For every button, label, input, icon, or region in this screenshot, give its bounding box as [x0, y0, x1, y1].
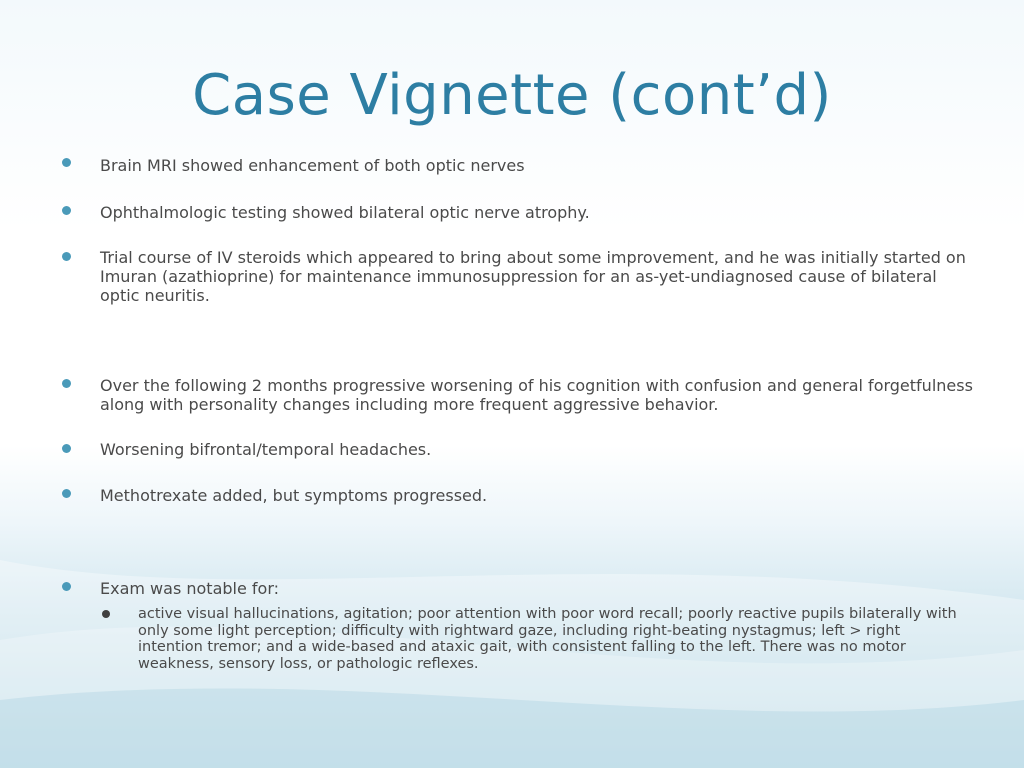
bullet-item: Worsening bifrontal/temporal headaches.	[100, 440, 432, 459]
bullet-icon	[62, 444, 71, 453]
slide-title: Case Vignette (cont’d)	[192, 63, 832, 128]
bullet-icon	[62, 379, 71, 388]
sub-bullet-icon	[102, 610, 110, 618]
bullet-icon	[62, 489, 71, 498]
sub-bullet-item: active visual hallucinations, agitation; poor attention with poor word recall; poorly reactive pupils bilaterally with only some light perception; difficulty with rightward gaze, including right-beating nystagmus; left > right intention tremor; and a wide-based and ataxic gait, with consistent falling to the left. There was no motor weakness, sensory loss, or pathologic reflexes.	[138, 606, 957, 672]
bullet-item: Over the following 2 months progressive worsening of his cognition with confusion and general forgetfulness along with personality changes including more frequent aggressive behavior.	[100, 376, 973, 414]
bullet-item: Trial course of IV steroids which appeared to bring about some improvement, and he was initially started on Imuran (azathioprine) for maintenance immunosuppression for an as-yet-undiagnosed cause of bilateral optic neuritis.	[100, 248, 966, 305]
bullet-item: Methotrexate added, but symptoms progressed.	[100, 486, 488, 505]
bullet-icon	[62, 158, 71, 167]
bullet-icon	[62, 252, 71, 261]
bullet-icon	[62, 206, 71, 215]
bullet-item: Ophthalmologic testing showed bilateral optic nerve atrophy.	[100, 203, 590, 222]
bullet-icon	[62, 582, 71, 591]
bullet-item: Brain MRI showed enhancement of both optic nerves	[100, 156, 525, 175]
bullet-item: Exam was notable for:	[100, 579, 280, 598]
